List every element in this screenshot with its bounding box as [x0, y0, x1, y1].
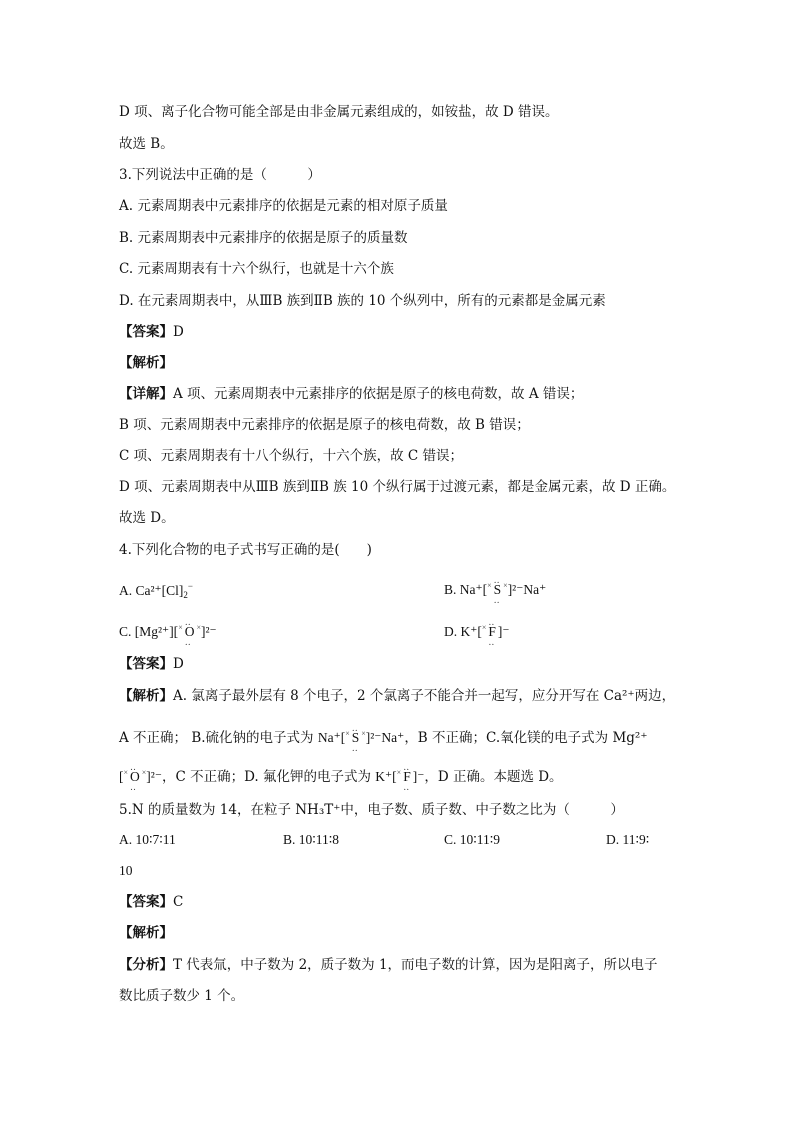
option-5a: A. 10∶7∶11 [119, 832, 176, 847]
option-4a [119, 576, 193, 605]
formula-part: [Mg²⁺][ [134, 624, 179, 639]
atom-symbol: ‥ O ‥ [183, 622, 197, 642]
atom-symbol: ‥ F ‥ [401, 767, 413, 787]
cross-mark: × [123, 768, 129, 777]
detail-line: C 项、元素周期表有十八个纵行，十六个族，故 C 错误； [119, 448, 464, 464]
question-5: 5.N 的质量数为 14，在粒子 NH₃T⁺中，电子数、质子数、中子数之比为（ ） [119, 802, 624, 818]
analysis-text: ，B 不正确；C.氧化镁的电子式为 Mg²⁺ [404, 730, 648, 746]
question-4: 4.下列化合物的电子式书写正确的是( ) [119, 542, 372, 558]
option-label: D. [444, 624, 458, 639]
analysis-4-line2 [119, 724, 679, 748]
analysis-text: ，D 正确。本题选 D。 [424, 769, 563, 785]
option-5c: C. 10∶11∶9 [444, 832, 501, 847]
cross-mark: × [345, 729, 350, 738]
answer-label: 【答案】 [119, 324, 173, 340]
option-4c [119, 618, 217, 642]
formula-part: ]²⁻ [146, 769, 162, 784]
superscript: − [187, 581, 193, 591]
option-3a: A. 元素周期表中元素排序的依据是元素的相对原子质量 [119, 198, 448, 214]
detail-line: D 项、元素周期表中从ⅢB 族到ⅡB 族 10 个纵行属于过渡元素，都是金属元素，故 D 正确。 [119, 479, 676, 495]
inline-formula [119, 769, 162, 784]
cross-mark: × [141, 768, 147, 777]
cross-mark: × [196, 623, 201, 632]
question-3: 3.下列说法中正确的是（ ） [119, 167, 321, 183]
option-label: A. [119, 583, 133, 598]
formula: Ca²⁺[Cl] [135, 583, 184, 598]
answer-3 [119, 322, 679, 342]
analysis-text: T 代表氚，中子数为 2，质子数为 1，而电子数的计算，因为是阳离子，所以电子 [173, 957, 658, 973]
formula-part: K⁺[ [460, 624, 482, 639]
detail-line: 故选 D。 [119, 510, 175, 526]
inline-formula [375, 769, 424, 784]
atom-symbol: ‥ S ‥ [492, 580, 504, 600]
detail-text: A 项、元素周期表中元素排序的依据是原子的核电荷数，故 A 错误； [173, 386, 584, 402]
formula-part: ]²⁻Na⁺ [365, 730, 405, 745]
analysis-5-line2: 数比质子数少 1 个。 [119, 988, 245, 1004]
analysis-text: A 不正确； B.硫化钠的电子式为 [119, 730, 318, 746]
option-5d: D. 11∶9∶ [606, 832, 650, 847]
option-4d [444, 618, 510, 642]
option-3c: C. 元素周期表有十六个纵行，也就是十六个族 [119, 261, 394, 277]
formula-part: ]²⁻Na⁺ [507, 582, 547, 597]
formula-part: ]²⁻ [200, 624, 217, 639]
formula-part: [ [119, 769, 124, 784]
analysis-5-line1 [119, 955, 679, 975]
cross-mark: × [481, 623, 487, 632]
answer-5 [119, 892, 679, 912]
formula-part: ]⁻ [497, 624, 510, 639]
cross-mark: × [178, 623, 183, 632]
atom-symbol: ‥ S ‥ [350, 728, 362, 748]
analysis-label: 【解析】 [119, 355, 173, 371]
answer-value: D [173, 656, 184, 672]
option-label: C. [119, 624, 132, 639]
answer-value: C [173, 894, 184, 910]
analysis-4-line3 [119, 763, 679, 787]
atom-symbol: ‥ O ‥ [128, 767, 142, 787]
cross-mark: × [487, 581, 492, 590]
cross-mark: × [361, 729, 366, 738]
formula-part: ]⁻ [412, 769, 425, 784]
answer-value: D [173, 324, 184, 340]
answer-label: 【答案】 [119, 656, 173, 672]
detail-line: B 项、元素周期表中元素排序的依据是原子的核电荷数，故 B 错误； [119, 417, 530, 433]
inline-formula [318, 730, 404, 745]
subscript: 2 [183, 590, 188, 600]
option-3b: B. 元素周期表中元素排序的依据是原子的质量数 [119, 230, 408, 246]
option-5b: B. 10∶11∶8 [283, 832, 340, 847]
detail-label: 【详解】 [119, 386, 173, 402]
text-line: 故选 B。 [119, 136, 174, 152]
formula-part: Na⁺[ [459, 582, 488, 597]
cross-mark: × [503, 581, 508, 590]
analysis-label: 【分析】 [119, 957, 173, 973]
cross-mark: × [396, 768, 402, 777]
analysis-text: A. 氯离子最外层有 8 个电子，2 个氯离子不能合并一起写，应分开写在 Ca²⁺两边， [173, 688, 676, 704]
option-label: B. [444, 582, 457, 597]
option-5d-cont: 10 [119, 863, 133, 878]
detail-line [119, 384, 679, 404]
option-4b [444, 576, 546, 600]
analysis-4-line1 [119, 686, 679, 706]
analysis-text: ，C 不正确；D. 氟化钾的电子式为 [161, 769, 376, 785]
answer-label: 【答案】 [119, 894, 173, 910]
formula-part: K⁺[ [375, 769, 397, 784]
option-3d: D. 在元素周期表中，从ⅢB 族到ⅡB 族的 10 个纵列中，所有的元素都是金属元素 [119, 293, 606, 309]
analysis-label: 【解析】 [119, 925, 173, 941]
atom-symbol: ‥ F ‥ [486, 622, 498, 642]
analysis-label: 【解析】 [119, 688, 173, 704]
text-line: D 项、离子化合物可能全部是由非金属元素组成的，如铵盐，故 D 错误。 [119, 104, 559, 120]
answer-4 [119, 654, 679, 674]
formula-part: Na⁺[ [317, 730, 346, 745]
